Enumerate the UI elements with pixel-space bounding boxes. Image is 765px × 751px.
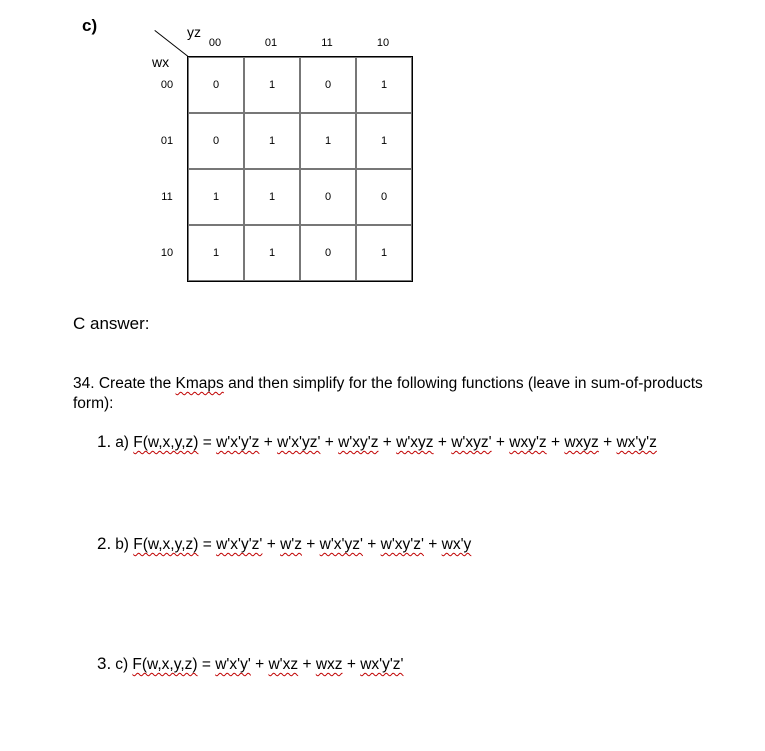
kmap-cell: 1	[244, 113, 300, 169]
plus-sign: +	[433, 434, 452, 451]
function-item	[97, 432, 697, 453]
minterm: wx'y'z'	[360, 656, 404, 673]
kmap-cell: 1	[356, 57, 412, 113]
section-label: c)	[82, 16, 98, 35]
function-name: F(w,x,y,z)	[133, 434, 199, 451]
minterm: w'x'y'	[215, 656, 251, 673]
minterm: wxz	[315, 656, 343, 673]
kmap-cell: 1	[244, 57, 300, 113]
equals-sign: =	[198, 434, 217, 451]
kmap-cell: 0	[188, 113, 244, 169]
kmaps-word: Kmaps	[175, 375, 224, 392]
function-item	[97, 534, 697, 555]
kmap-cell: 1	[356, 113, 412, 169]
kmap-wx-label: wx	[152, 54, 170, 70]
kmap-col-header: 10	[376, 37, 390, 49]
item-number: 3.	[97, 654, 112, 673]
minterm: wxyz	[564, 434, 599, 451]
kmap-col-header: 00	[208, 37, 222, 49]
plus-sign: +	[598, 434, 617, 451]
equals-sign: =	[198, 536, 217, 553]
minterm: w'x'y'z'	[216, 536, 263, 553]
minterm: wx'y	[441, 536, 472, 553]
minterm: w'x'yz'	[319, 536, 363, 553]
plus-sign: +	[362, 536, 381, 553]
item-number: 2.	[97, 534, 112, 553]
plus-sign: +	[259, 434, 278, 451]
minterm: w'xyz'	[451, 434, 492, 451]
kmap-row-header: 10	[160, 247, 174, 259]
item-prefix: c)	[115, 656, 133, 673]
plus-sign: +	[320, 434, 339, 451]
minterm: w'x'y'z	[216, 434, 260, 451]
function-item	[97, 654, 697, 675]
kmap-cell: 0	[300, 169, 356, 225]
kmap-cell: 1	[188, 225, 244, 281]
kmap-cell: 0	[356, 169, 412, 225]
item-number: 1.	[97, 432, 112, 451]
kmap-col-header: 01	[264, 37, 278, 49]
kmap-cell: 1	[356, 225, 412, 281]
minterm: w'xyz	[396, 434, 434, 451]
item-prefix: a)	[115, 434, 134, 451]
plus-sign: +	[342, 656, 361, 673]
question-rest-text: and then simplify for the following functions (leave in sum-of-products form):	[73, 375, 703, 412]
plus-sign: +	[298, 656, 316, 673]
kmap-diagonal	[154, 30, 188, 57]
plus-sign: +	[491, 434, 510, 451]
plus-sign: +	[546, 434, 565, 451]
kmap-cell: 1	[188, 169, 244, 225]
minterm: w'xy'z'	[380, 536, 424, 553]
minterm: wx'y'z	[616, 434, 657, 451]
kmap-cell: 1	[244, 169, 300, 225]
plus-sign: +	[262, 536, 281, 553]
answer-label: C answer:	[73, 314, 150, 333]
question-text	[73, 374, 703, 414]
function-name: F(w,x,y,z)	[133, 536, 199, 553]
kmap-col-header: 11	[321, 37, 333, 49]
kmap-grid	[187, 56, 413, 282]
kmap-cell: 0	[188, 57, 244, 113]
kmap-cell: 0	[300, 57, 356, 113]
minterm: w'xz	[268, 656, 299, 673]
plus-sign: +	[378, 434, 397, 451]
kmap-row-header: 11	[161, 191, 173, 203]
kmap-row-header: 00	[160, 79, 174, 91]
kmap-yz-label: yz	[187, 24, 201, 40]
minterm: w'xy'z	[338, 434, 379, 451]
minterm: wxy'z	[509, 434, 547, 451]
plus-sign: +	[423, 536, 442, 553]
minterm: w'z	[280, 536, 302, 553]
function-name: F(w,x,y,z)	[132, 656, 198, 673]
plus-sign: +	[301, 536, 320, 553]
plus-sign: +	[250, 656, 269, 673]
equals-sign: =	[197, 656, 216, 673]
kmap-row-header: 01	[160, 135, 174, 147]
question-number-text: 34. Create the	[73, 375, 176, 392]
kmap-cell: 1	[244, 225, 300, 281]
kmap-cell: 1	[300, 113, 356, 169]
minterm: w'x'yz'	[277, 434, 321, 451]
item-prefix: b)	[115, 536, 134, 553]
kmap-cell: 0	[300, 225, 356, 281]
